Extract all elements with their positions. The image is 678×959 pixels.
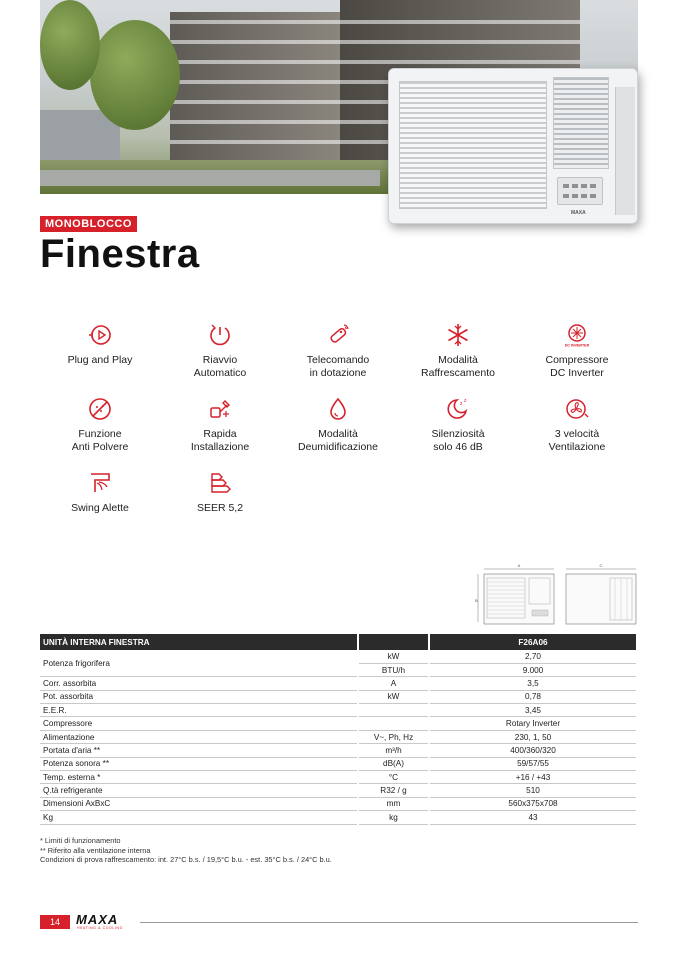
brand-tagline: HEATING & COOLING (77, 926, 123, 930)
feature-label: Modalità (438, 354, 478, 366)
tree (90, 20, 180, 130)
feature-label: solo 46 dB (433, 440, 483, 453)
plug-play-icon (87, 322, 113, 348)
row-value: 2,70 (430, 650, 636, 663)
feature-silent (398, 396, 518, 453)
table-row (40, 650, 636, 663)
row-value: 510 (430, 784, 636, 797)
row-unit: R32 / g (359, 784, 428, 797)
row-label: Compressore (40, 717, 357, 730)
fan-speed-icon (564, 396, 590, 422)
row-label: Alimentazione (40, 730, 357, 743)
icon-badge-text: DC INVERTER (564, 343, 590, 348)
row-label: Potenza frigorifera (40, 650, 357, 677)
table-header-label: UNITÀ INTERNA FINESTRA (40, 634, 357, 650)
row-value: 3,5 (430, 677, 636, 690)
table-header-unit (359, 634, 428, 650)
row-value: 9.000 (430, 663, 636, 676)
row-label: E.E.R. (40, 704, 357, 717)
row-label: Q.tà refrigerante (40, 784, 357, 797)
footnote: Condizioni di prova raffrescamento: int. 27°C b.s. / 19,5°C b.u. - est. 35°C b.s. / 24°C b.u. (40, 855, 332, 865)
table-row (40, 690, 636, 703)
feature-label: Compressore (545, 354, 609, 366)
feature-seer (160, 470, 280, 515)
auto-restart-icon (207, 322, 233, 348)
feature-label: Silenziosità (431, 428, 485, 440)
footnote: ** Riferito alla ventilazione interna (40, 845, 151, 855)
dimension-c-label: C (599, 563, 603, 568)
remote-control-icon (325, 322, 351, 348)
table-row (40, 677, 636, 690)
row-value: 400/360/320 (430, 744, 636, 757)
table-row (40, 744, 636, 757)
table-header-model: F26A06 (430, 634, 636, 650)
row-unit (359, 717, 428, 730)
row-value: 0,78 (430, 690, 636, 703)
row-value: 59/57/55 (430, 757, 636, 770)
table-row (40, 717, 636, 730)
side-intake (553, 77, 609, 169)
front-view (475, 563, 554, 624)
feature-auto-restart (160, 322, 280, 379)
quick-install-icon (207, 396, 233, 422)
side-view (566, 563, 636, 624)
footnotes (40, 836, 332, 865)
table-row (40, 704, 636, 717)
feature-label: Modalità (318, 428, 358, 440)
row-label: Potenza sonora ** (40, 757, 357, 770)
feature-anti-dust (40, 396, 160, 453)
control-panel (557, 177, 603, 205)
feature-remote-control (278, 322, 398, 379)
dimension-drawing (474, 562, 638, 632)
window-ac-unit-image (388, 68, 638, 224)
row-label: Corr. assorbita (40, 677, 357, 690)
water-drop-icon (325, 396, 351, 422)
table-row (40, 730, 636, 743)
feature-label: Swing Alette (71, 502, 129, 514)
feature-label: Anti Polvere (71, 440, 129, 453)
row-value: 560x375x708 (430, 797, 636, 810)
row-unit (359, 704, 428, 717)
feature-label: Installazione (190, 440, 250, 453)
row-unit: kg (359, 811, 428, 824)
feature-cooling-mode (398, 322, 518, 379)
feature-label: Ventilazione (548, 440, 606, 453)
spec-table (40, 634, 636, 825)
feature-label: 3 velocità (554, 428, 600, 440)
dimension-a-label: A (517, 563, 521, 568)
table-row (40, 784, 636, 797)
row-unit: kW (359, 650, 428, 663)
unit-brand-label: MAXA (571, 210, 586, 216)
feature-label: Funzione (78, 428, 122, 440)
footnote: * Limiti di funzionamento (40, 836, 121, 845)
row-value: Rotary Inverter (430, 717, 636, 730)
feature-dehumidification (278, 396, 398, 453)
brand-logo: MAXA (76, 912, 119, 927)
row-unit: V~, Ph, Hz (359, 730, 428, 743)
row-value: 3,45 (430, 704, 636, 717)
swing-louver-icon (87, 470, 113, 496)
dc-inverter-compressor-icon (564, 322, 590, 348)
silent-moon-icon (445, 396, 471, 422)
row-unit: BTU/h (359, 663, 428, 676)
table-row (40, 811, 636, 824)
feature-label: Raffrescamento (421, 366, 495, 379)
feature-label: Riavvio (202, 354, 238, 366)
feature-plug-and-play (40, 322, 160, 367)
row-unit: m³/h (359, 744, 428, 757)
table-row (40, 771, 636, 784)
sleep-z-glyph: z (460, 401, 463, 407)
row-label: Portata d'aria ** (40, 744, 357, 757)
page-title: Finestra (40, 232, 200, 276)
row-value: 230, 1, 50 (430, 730, 636, 743)
row-unit: °C (359, 771, 428, 784)
tree (40, 0, 100, 90)
row-unit: kW (359, 690, 428, 703)
row-value: +16 / +43 (430, 771, 636, 784)
snowflake-icon (445, 322, 471, 348)
row-value: 43 (430, 811, 636, 824)
table-row (40, 757, 636, 770)
unit-side-panel (615, 87, 635, 215)
feature-dc-inverter (517, 322, 637, 379)
road (40, 170, 380, 186)
category-tag: MONOBLOCCO (40, 216, 137, 232)
row-label: Dimensioni AxBxC (40, 797, 357, 810)
feature-fan-speeds (517, 396, 637, 453)
feature-swing (40, 470, 160, 515)
feature-label: Telecomando (306, 354, 370, 366)
feature-label: Rapida (203, 428, 237, 440)
energy-class-icon (207, 470, 233, 496)
page-number: 14 (40, 915, 70, 929)
feature-label: Automatico (193, 366, 247, 379)
dimension-b-label: B (475, 598, 478, 603)
feature-label: in dotazione (309, 366, 367, 379)
row-unit: dB(A) (359, 757, 428, 770)
row-label: Kg (40, 811, 357, 824)
anti-dust-icon (87, 396, 113, 422)
feature-label: SEER 5,2 (196, 502, 244, 514)
row-label: Pot. assorbita (40, 690, 357, 703)
row-unit: mm (359, 797, 428, 810)
footer-divider (140, 922, 638, 923)
feature-label: DC Inverter (550, 366, 604, 379)
feature-label: Plug and Play (67, 354, 133, 366)
feature-quick-install (160, 396, 280, 453)
sleep-z-glyph: z (464, 398, 467, 404)
feature-label: Deumidificazione (298, 440, 378, 453)
table-header-row (40, 634, 636, 650)
front-grille (399, 81, 547, 209)
row-label: Temp. esterna * (40, 771, 357, 784)
row-unit: A (359, 677, 428, 690)
table-row (40, 797, 636, 810)
